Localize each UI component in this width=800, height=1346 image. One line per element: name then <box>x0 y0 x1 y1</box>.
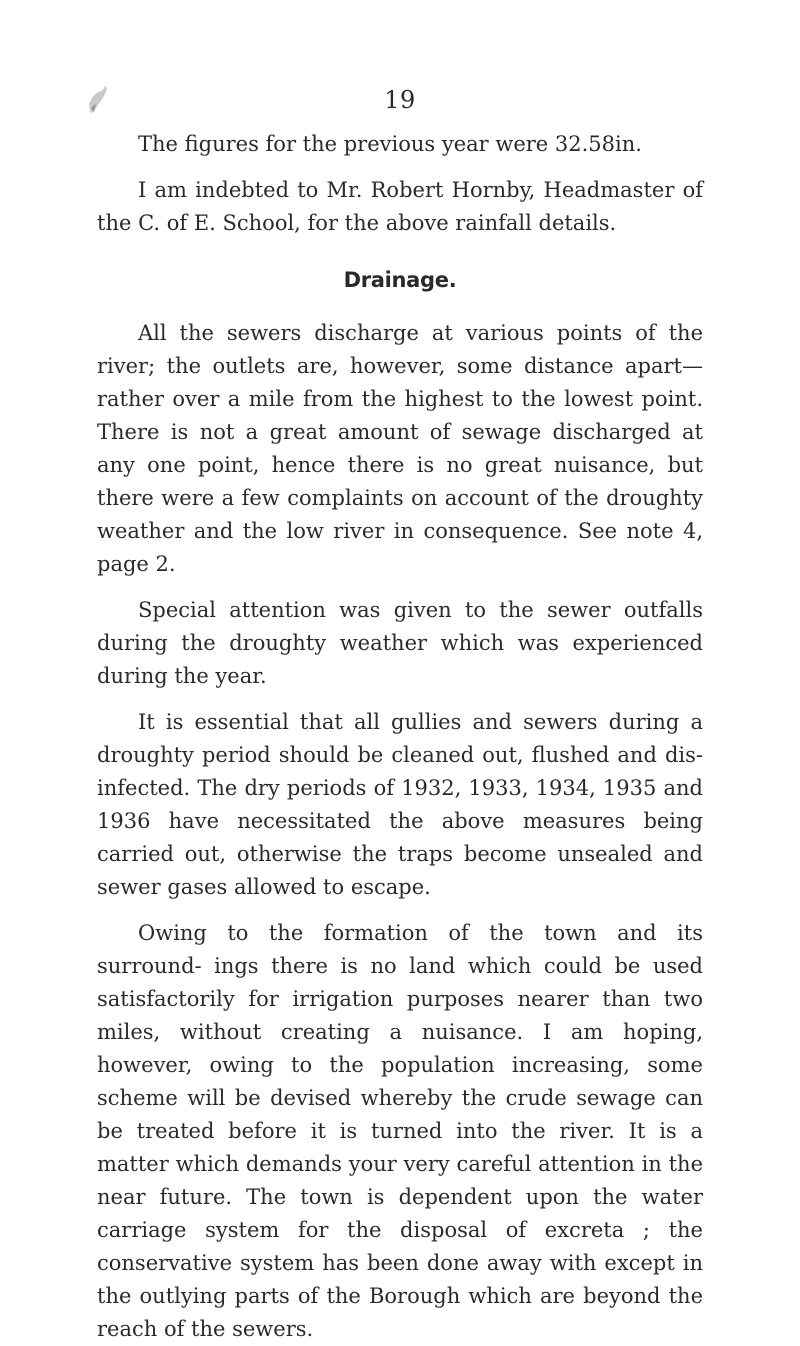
drainage-paragraph-sewers: All the sewers discharge at various points of the river; the outlets are, however, some distance apart— rather over a mile from the highest to the lowest point. There is not a great amount of sewage discharged at any one point, hence there is no great nuisance, but there were a few complaints on account of the droughty weather and the low river in consequence. See note 4, page 2. <box>97 321 703 576</box>
intro-paragraph-previous-year: The figures for the previous year were 32.58in. <box>138 132 642 156</box>
page-number: 19 <box>384 86 416 114</box>
document-body <box>97 128 703 1346</box>
drainage-paragraph-irrigation: Owing to the formation of the town and its surround- ings there is no land which could be used satisfactorily for irrigation purposes nearer than two miles, without creating a nuisance. I am hoping, however, owing to the population increasing, some scheme will be devised whereby the crude sewage can be treated before it is turned into the river. It is a matter which demands your very careful attention in the near future. The town is dependent upon the water carriage system for the disposal of excreta ; the conservative system has been done away with except in the outlying parts of the Borough which are beyond the reach of the sewers. <box>97 921 703 1341</box>
drainage-paragraph-outfalls: Special attention was given to the sewer outfalls during the droughty weather which was experienced during the year. <box>97 598 703 688</box>
section-heading-drainage: Drainage. <box>343 268 457 292</box>
drainage-paragraph-gullies: It is essential that all gullies and sewers during a droughty period should be cleaned out, flushed and dis- infected. The dry periods of 1932, 1933, 1934, 1935 and 1936 have necessitated the above measures being carried out, otherwise the traps become unsealed and sewer gases allowed to escape. <box>97 710 703 899</box>
intro-paragraph-acknowledgement: I am indebted to Mr. Robert Hornby, Headmaster of the C. of E. School, for the above rainfall details. <box>97 178 703 235</box>
